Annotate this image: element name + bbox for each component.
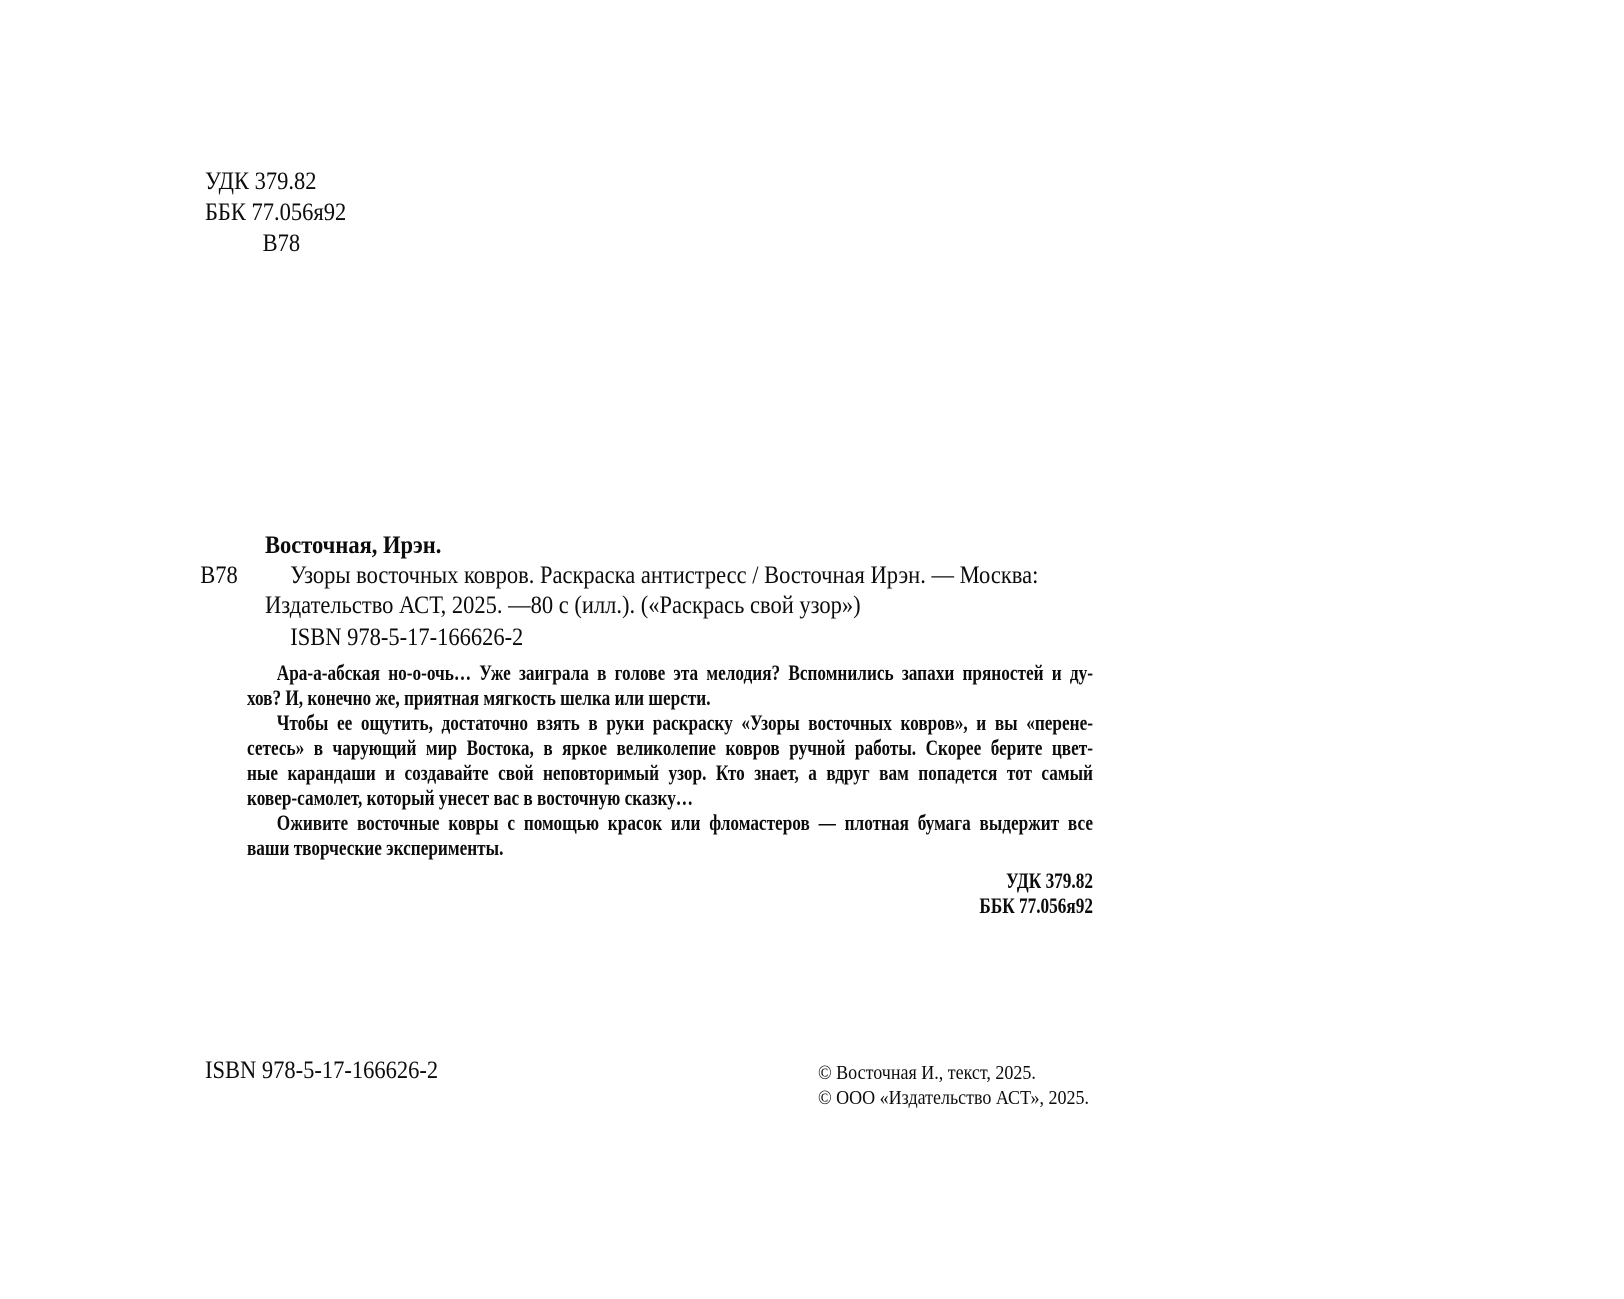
author-sign-top: В78 — [262, 230, 301, 257]
catalog-card — [200, 531, 1129, 653]
bbk-code-top: ББК 77.056я92 — [205, 199, 347, 226]
bbk-code-annotation: ББК 77.056я92 — [979, 893, 1093, 918]
annotation-line: хов? И, конечно же, приятная мягкость шелка или шерсти. — [247, 685, 711, 710]
annotation-paragraph-1 — [247, 660, 1093, 710]
footer-copyrights — [818, 1061, 1089, 1111]
catalog-card-line-2: Издательство АСТ, 2025. —80 с (илл.). («Раскрась свой узор») — [265, 592, 861, 619]
footer-isbn: ISBN 978-5-17-166626-2 — [205, 1057, 439, 1084]
copyright-publisher: © ООО «Издательство АСТ», 2025. — [818, 1087, 1090, 1109]
udk-code-annotation: УДК 379.82 — [1006, 868, 1093, 893]
author-sign-card: В78 — [200, 562, 238, 589]
copyright-author: © Восточная И., текст, 2025. — [818, 1062, 1036, 1084]
annotation-line: сетесь» в чарующий мир Востока, в яркое великолепие ковров ручной работы. Скорее берите цвет- — [247, 735, 1093, 760]
catalog-author-heading: Восточная, Ирэн. — [265, 532, 442, 559]
catalog-title-line: Узоры восточных ковров. Раскраска антистресс / Восточная Ирэн. — Москва: — [290, 562, 1039, 589]
annotation-line: Ара-а-абская но-о-очь… Уже заиграла в голове эта мелодия? Вспомнились запахи пряностей и ду- — [276, 660, 1093, 685]
annotation-line: ваши творческие эксперименты. — [247, 835, 504, 860]
catalog-isbn: ISBN 978-5-17-166626-2 — [290, 624, 524, 651]
annotation-line: Оживите восточные ковры с помощью красок или фломастеров — плотная бумага выдержит все — [276, 810, 1093, 835]
annotation-line: ные карандаши и создавайте свой неповторимый узор. Кто знает, а вдруг вам попадется тот самый — [247, 760, 1093, 785]
udk-code-top: УДК 379.82 — [205, 168, 317, 195]
annotation-classification-codes — [247, 868, 1093, 918]
annotation-line: Чтобы ее ощутить, достаточно взять в руки раскраску «Узоры восточных ковров», и вы «перене- — [276, 710, 1093, 735]
top-classification-codes — [205, 166, 346, 259]
annotation-paragraph-2 — [247, 710, 1093, 810]
annotation-block — [247, 660, 1093, 918]
annotation-paragraph-3 — [247, 810, 1093, 860]
annotation-line: ковер-самолет, который унесет вас в восточную сказку… — [247, 785, 694, 810]
catalog-card-line-1 — [200, 561, 1129, 591]
